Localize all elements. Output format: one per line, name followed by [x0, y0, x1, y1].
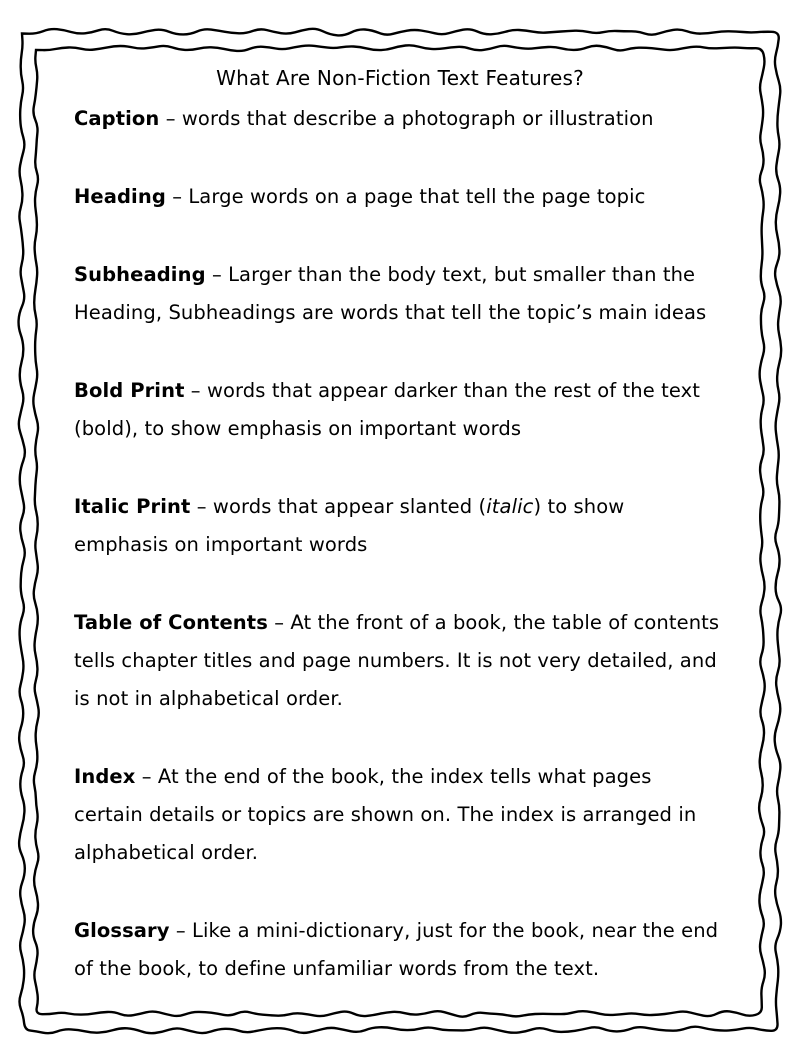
term-heading: Heading [74, 185, 166, 208]
term-glossary: Glossary [74, 919, 170, 942]
definition-italic-print-before: – words that appear slanted ( [190, 495, 487, 518]
entry-bold-print [74, 372, 724, 448]
definition-bold-print: – words that appear darker than the rest of the text (bold), to show emphasis on important words [74, 379, 701, 440]
definition-glossary: – Like a mini-dictionary, just for the book, near the end of the book, to define unfamiliar words from the text. [74, 919, 719, 980]
entry-caption [74, 100, 724, 138]
definition-subheading: – Larger than the body text, but smaller than the Heading, Subheadings are words that tell the topic’s main ideas [74, 263, 707, 324]
definition-caption: – words that describe a photograph or illustration [159, 107, 654, 130]
definition-heading: – Large words on a page that tell the page topic [165, 185, 646, 208]
entry-italic-print [74, 488, 724, 564]
definition-index: – At the end of the book, the index tells what pages certain details or topics are shown on. The index is arranged in alphabetical order. [74, 765, 697, 864]
definition-italic-word: italic [486, 495, 534, 518]
term-index: Index [74, 765, 136, 788]
entry-subheading [74, 256, 724, 332]
entry-heading [74, 178, 724, 216]
term-bold-print: Bold Print [74, 379, 185, 402]
definition-italic-print-after: ) to show emphasis on important words [74, 495, 625, 556]
term-table-of-contents: Table of Contents [74, 611, 268, 634]
term-caption: Caption [74, 107, 160, 130]
term-italic-print: Italic Print [74, 495, 191, 518]
entry-index [74, 758, 724, 872]
entry-glossary [74, 912, 724, 988]
definition-table-of-contents: – At the front of a book, the table of contents tells chapter titles and page numbers. It is not very detailed, and is not in alphabetical order. [74, 611, 720, 710]
term-subheading: Subheading [74, 263, 206, 286]
page-title: What Are Non-Fiction Text Features? [216, 66, 584, 90]
entry-table-of-contents [74, 604, 724, 718]
